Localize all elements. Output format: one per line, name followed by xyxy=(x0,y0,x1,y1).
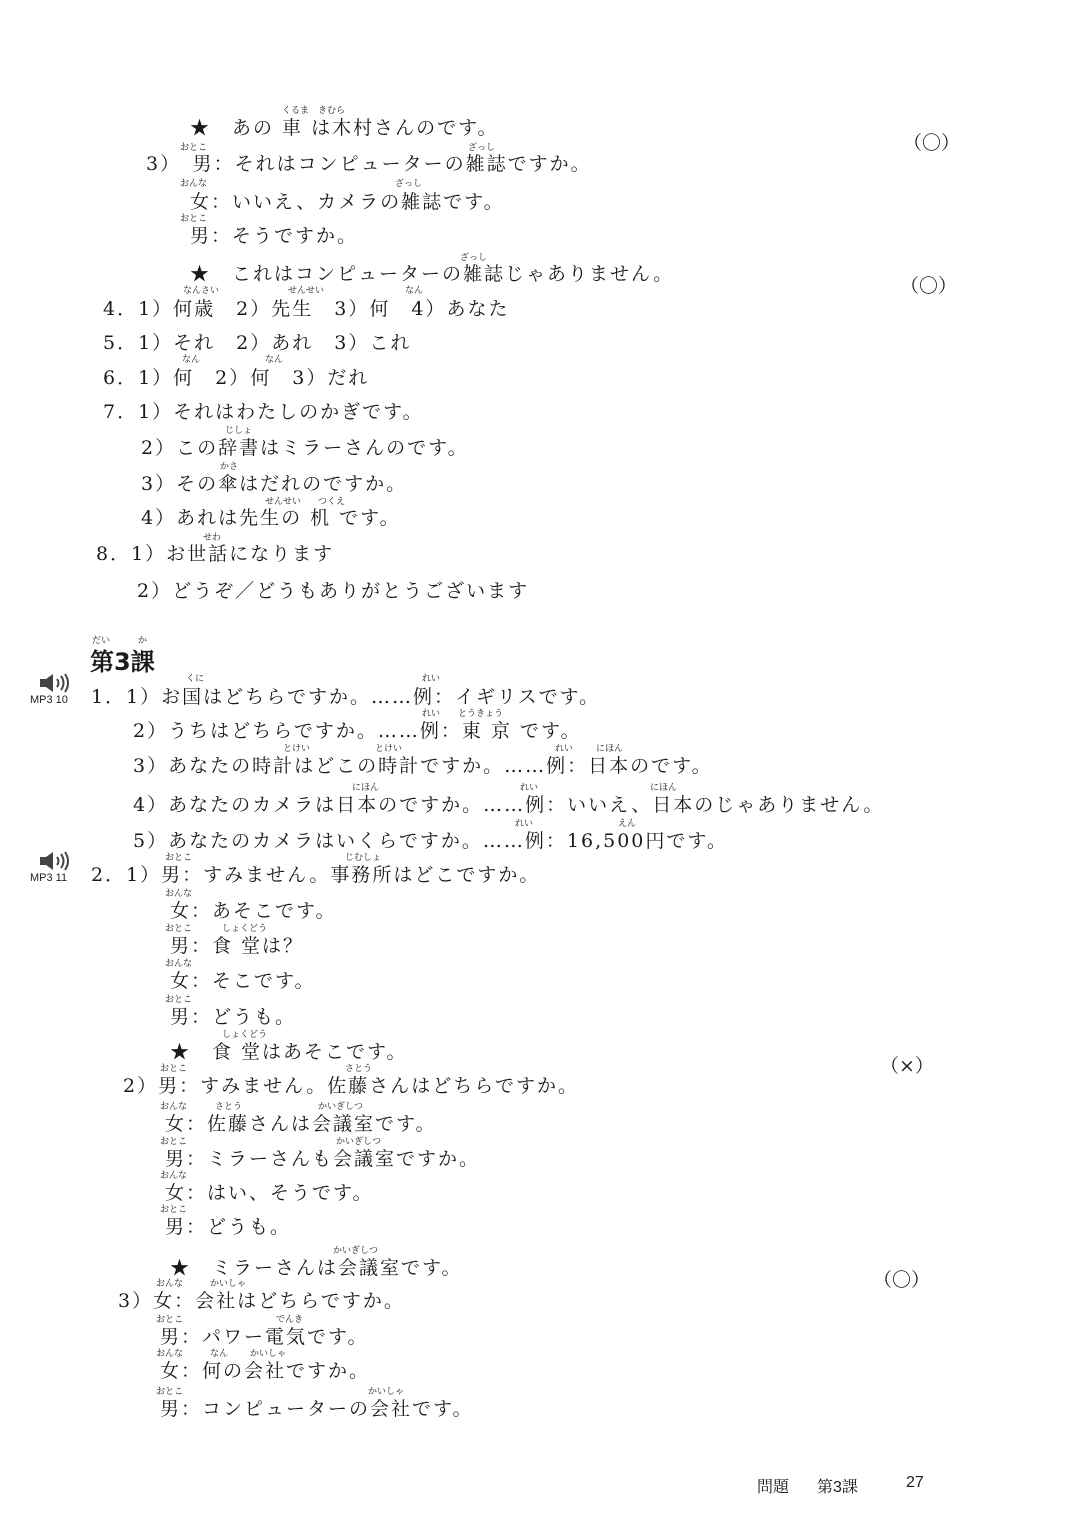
furigana: おとこ xyxy=(160,1137,188,1147)
furigana: おんな xyxy=(165,959,193,969)
text-line: 男：ミラーさんも会議室ですか。 xyxy=(165,1148,481,1170)
furigana: かいしゃ xyxy=(210,1279,247,1289)
furigana: おとこ xyxy=(180,214,208,224)
text-line: 2）男：すみません。佐藤さんはどちらですか。 xyxy=(123,1075,580,1097)
furigana: なん xyxy=(210,1349,229,1359)
furigana: しょくどう xyxy=(222,924,268,934)
furigana: おとこ xyxy=(180,143,208,153)
speaker-icon xyxy=(38,672,74,694)
furigana: れい xyxy=(422,709,441,719)
text-line: 女：はい、そうです。 xyxy=(165,1182,374,1204)
furigana: にほん xyxy=(596,744,624,754)
text-line: ★ 食 堂はあそこです。 xyxy=(170,1041,408,1063)
speaker-icon xyxy=(38,850,74,872)
text-line: 3）その傘はだれのですか。 xyxy=(141,473,408,495)
text-line: 6．1）何 2）何 3）だれ xyxy=(103,367,370,389)
mp3-marker[interactable] xyxy=(30,672,88,706)
text-line: 男：どうも。 xyxy=(170,1006,297,1028)
furigana: おんな xyxy=(160,1171,188,1181)
furigana: かさ xyxy=(220,462,239,472)
answer-mark: （〇） xyxy=(873,1269,931,1291)
text-line: 5）あなたのカメラはいくらですか。……例：16,500円です。 xyxy=(133,830,728,852)
answer-mark: （×） xyxy=(880,1055,934,1077)
furigana: とけい xyxy=(283,744,311,754)
furigana: れい xyxy=(422,674,441,684)
page-number: 27 xyxy=(906,1474,924,1491)
text-line: ★ あの 車 は木村さんのです。 xyxy=(190,117,499,139)
furigana: おとこ xyxy=(156,1387,184,1397)
furigana: じしょ xyxy=(225,426,253,436)
furigana: でんき xyxy=(276,1315,304,1325)
furigana: かいしゃ xyxy=(250,1349,287,1359)
lesson-heading: 第3課 xyxy=(90,648,155,676)
furigana: にほん xyxy=(650,783,678,793)
footer-lesson: 第3課 xyxy=(817,1479,858,1496)
furigana: にほん xyxy=(352,783,380,793)
furigana: ざっし xyxy=(460,253,488,263)
furigana: おとこ xyxy=(160,1064,188,1074)
furigana: とけい xyxy=(375,744,403,754)
furigana: おとこ xyxy=(165,924,193,934)
mp3-label: MP3 11 xyxy=(30,872,68,884)
furigana: おんな xyxy=(180,179,208,189)
text-line: 8．1）お世話になります xyxy=(96,543,335,565)
furigana: じむしょ xyxy=(345,853,382,863)
furigana: かいしゃ xyxy=(368,1387,405,1397)
text-line: 男：どうも。 xyxy=(165,1216,292,1238)
text-line: ★ ミラーさんは会議室です。 xyxy=(170,1257,463,1279)
furigana: ざっし xyxy=(468,143,496,153)
furigana: おとこ xyxy=(160,1205,188,1215)
furigana: なん xyxy=(405,286,424,296)
text-line: 女：佐藤さんは会議室です。 xyxy=(165,1113,437,1135)
text-line: 3）あなたの時計はどこの時計ですか。……例：日本のです。 xyxy=(133,755,713,777)
furigana: おんな xyxy=(156,1279,184,1289)
text-line: 5．1）それ 2）あれ 3）これ xyxy=(103,332,412,354)
furigana: さとう xyxy=(345,1064,373,1074)
furigana: せんせい xyxy=(265,497,302,507)
answer-mark: （〇） xyxy=(900,275,958,297)
text-line: 3）女：会社はどちらですか。 xyxy=(118,1290,405,1312)
text-line: 男：パワー電気です。 xyxy=(160,1326,369,1348)
mp3-marker[interactable] xyxy=(30,850,88,884)
furigana: おんな xyxy=(156,1349,184,1359)
furigana: かいぎしつ xyxy=(318,1102,364,1112)
furigana: おんな xyxy=(165,889,193,899)
answer-mark: （〇） xyxy=(903,132,961,154)
text-line: 3） 男：それはコンピューターの雑誌ですか。 xyxy=(146,153,592,175)
furigana: なんさい xyxy=(183,286,220,296)
furigana: おとこ xyxy=(165,853,193,863)
text-line: 1．1）お国はどちらですか。……例：イギリスです。 xyxy=(91,686,601,708)
text-line: 2）どうぞ／どうもありがとうございます xyxy=(137,580,530,602)
furigana: か xyxy=(138,636,148,646)
furigana: かいぎしつ xyxy=(333,1246,379,1256)
furigana: れい xyxy=(555,744,574,754)
text-line: 2）うちはどちらですか。……例：東 京 です。 xyxy=(133,720,582,742)
footer-section: 問題 xyxy=(757,1479,790,1496)
furigana: だい xyxy=(92,636,111,646)
text-line: 4）あれは先生の 机 です。 xyxy=(141,507,401,529)
furigana: つくえ xyxy=(318,497,346,507)
furigana: かいぎしつ xyxy=(336,1137,382,1147)
text-line: 4）あなたのカメラは日本のですか。……例：いいえ、日本のじゃありません。 xyxy=(133,794,885,816)
text-line: 女：いいえ、カメラの雑誌です。 xyxy=(190,191,505,213)
text-line: ★ これはコンピューターの雑誌じゃありません。 xyxy=(190,263,675,285)
furigana: おとこ xyxy=(156,1315,184,1325)
furigana: おんな xyxy=(160,1102,188,1112)
furigana: しょくどう xyxy=(222,1030,268,1040)
text-line: 女：あそこです。 xyxy=(170,900,337,922)
mp3-label: MP3 10 xyxy=(30,694,68,706)
furigana: れい xyxy=(520,783,539,793)
furigana: えん xyxy=(618,819,637,829)
furigana: ざっし xyxy=(395,179,423,189)
furigana: せんせい xyxy=(288,286,325,296)
text-line: 2．1）男：すみません。事務所はどこですか。 xyxy=(91,864,541,886)
furigana: くるま きむら xyxy=(282,106,346,116)
furigana: くに xyxy=(186,674,205,684)
furigana: なん xyxy=(182,355,201,365)
text-line: 7．1）それはわたしのかぎです。 xyxy=(103,401,424,423)
text-line: 男：食 堂は？ xyxy=(170,935,305,957)
furigana: なん xyxy=(265,355,284,365)
text-line: 男：そうですか。 xyxy=(190,225,359,247)
furigana: おとこ xyxy=(165,995,193,1005)
furigana: れい xyxy=(515,819,534,829)
text-line: 女：そこです。 xyxy=(170,970,316,992)
furigana: とうきょう xyxy=(458,709,504,719)
text-line: 4．1）何歳 2）先生 3）何 4）あなた xyxy=(103,298,510,320)
text-line: 女：何の会社ですか。 xyxy=(160,1360,371,1382)
text-line: 2）この辞書はミラーさんのです。 xyxy=(141,437,469,459)
furigana: せわ xyxy=(203,533,222,543)
furigana: さとう xyxy=(215,1102,243,1112)
text-line: 男：コンピューターの会社です。 xyxy=(160,1398,474,1420)
